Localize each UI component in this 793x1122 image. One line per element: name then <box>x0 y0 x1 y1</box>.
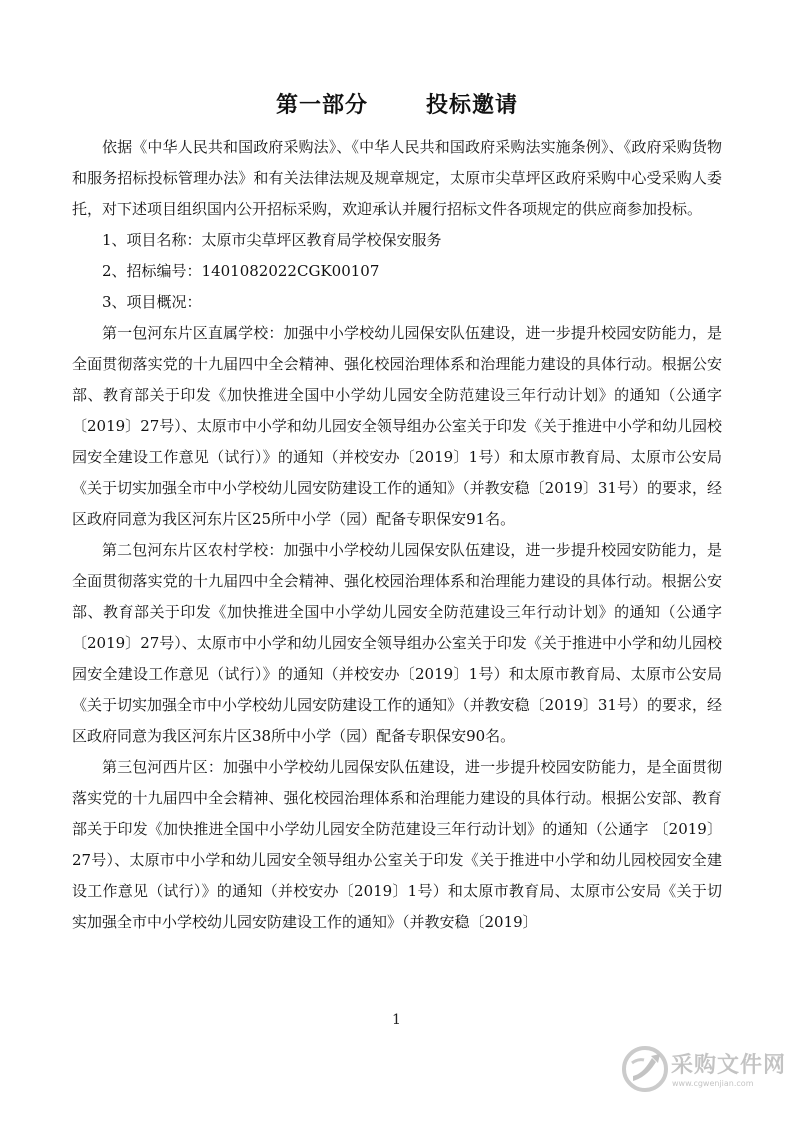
tender-number-item: 2、招标编号：1401082022CGK00107 <box>102 262 380 280</box>
watermark-text: 采购文件网 <box>671 1053 787 1078</box>
document-page <box>72 86 722 938</box>
rocket-arrow-icon <box>621 1045 669 1093</box>
title-part: 第一部分 <box>275 92 368 118</box>
page-number: 1 <box>392 1012 401 1028</box>
watermark-url: www.cgwenjian.com <box>672 1079 754 1088</box>
site-watermark <box>621 1043 787 1101</box>
title-name: 投标邀请 <box>426 92 519 118</box>
project-name-item: 1、项目名称：太原市尖草坪区教育局学校保安服务 <box>102 231 442 249</box>
package-three-paragraph: 第三包河西片区：加强中小学校幼儿园保安队伍建设，进一步提升校园安防能力，是全面贯彻落实党的十九届四中全会精神、强化校园治理体系和治理能力建设的具体行动。根据公安部、教育部关于印发《加快推进全国中小学幼儿园安全防范建设三年行动计划》的通知（公通字 〔2019〕27号）、太原市中小学和幼儿园安全领导组办公室关于印发《关于推进中小学和幼儿园校园安全建设工作意见（试行）》的通知（并校安办〔2019〕1号）和太原市教育局、太原市公安局《关于切实加强全市中小学校幼儿园安防建设工作的通知》（并教安稳〔2019〕 <box>72 758 722 931</box>
project-overview-heading: 3、项目概况： <box>102 293 202 311</box>
page-title <box>72 86 722 124</box>
package-two-paragraph: 第二包河东片区农村学校：加强中小学校幼儿园保安队伍建设，进一步提升校园安防能力，是全面贯彻落实党的十九届四中全会精神、强化校园治理体系和治理能力建设的具体行动。根据公安部、教育部关于印发《加快推进全国中小学幼儿园安全防范建设三年行动计划》的通知（公通字 〔2019〕27号）、太原市中小学和幼儿园安全领导组办公室关于印发《关于推进中小学和幼儿园校园安全建设工作意见（试行）》的通知（并校安办〔2019〕1号）和太原市教育局、太原市公安局《关于切实加强全市中小学校幼儿园安防建设工作的通知》（并教安稳〔2019〕31号）的要求，经区政府同意为我区河东片区38所中小学（园）配备专职保安90名。 <box>72 541 722 745</box>
package-one-paragraph: 第一包河东片区直属学校：加强中小学校幼儿园保安队伍建设，进一步提升校园安防能力，是全面贯彻落实党的十九届四中全会精神、强化校园治理体系和治理能力建设的具体行动。根据公安部、教育部关于印发《加快推进全国中小学幼儿园安全防范建设三年行动计划》的通知（公通字〔2019〕27号）、太原市中小学和幼儿园安全领导组办公室关于印发《关于推进中小学和幼儿园校园安全建设工作意见（试行）》的通知（并校安办〔2019〕1号）和太原市教育局、太原市公安局《关于切实加强全市中小学校幼儿园安防建设工作的通知》（并教安稳〔2019〕31号）的要求，经区政府同意为我区河东片区25所中小学（园）配备专职保安91名。 <box>72 324 722 528</box>
intro-paragraph: 依据《中华人民共和国政府采购法》、《中华人民共和国政府采购法实施条例》、《政府采购货物和服务招标投标管理办法》和有关法律法规及规章规定，太原市尖草坪区政府采购中心受采购人委托，对下述项目组织国内公开招标采购，欢迎承认并履行招标文件各项规定的供应商参加投标。 <box>72 138 722 218</box>
